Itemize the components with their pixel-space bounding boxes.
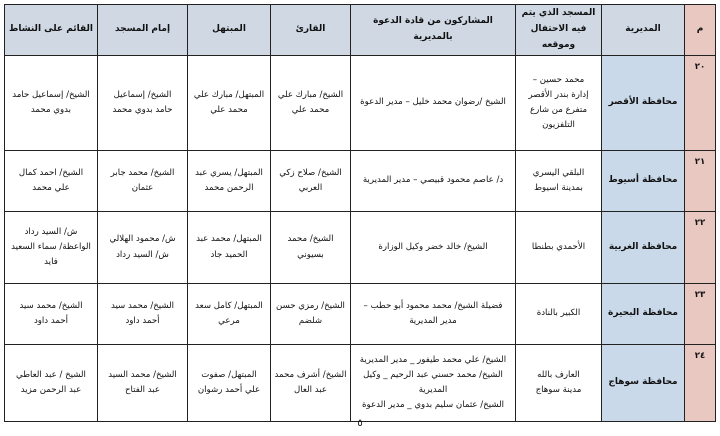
directorate-cell: محافظة سوهاج bbox=[602, 345, 685, 422]
row-number: ٢٢ bbox=[685, 212, 716, 284]
reciter-cell bbox=[271, 284, 351, 345]
mosque-cell bbox=[516, 56, 602, 151]
cell-line: عثمان bbox=[131, 183, 154, 193]
organizer-cell bbox=[5, 151, 98, 212]
reciter-cell bbox=[271, 56, 351, 151]
cell-line: الشيخ/ محمد السيد bbox=[108, 369, 177, 380]
directorate-cell: محافظة البحيرة bbox=[602, 284, 685, 345]
cell-line: الشيخ/ إسماعيل حامد bbox=[12, 89, 90, 100]
cell-line: مدينة سوهاج bbox=[535, 385, 582, 395]
supplicant-cell bbox=[188, 212, 271, 284]
header-imam: إمام المسجد bbox=[98, 5, 188, 56]
mosque-cell bbox=[516, 345, 602, 422]
cell-line: الشيخ/ محمد جابر bbox=[110, 167, 175, 178]
cell-line: عبد الفتاح bbox=[124, 385, 161, 395]
participants-cell bbox=[351, 212, 516, 284]
table-row bbox=[5, 345, 716, 422]
cell-line: العارف بالله bbox=[537, 369, 580, 380]
cell-line: الشيخ/ مبارك علي bbox=[277, 89, 344, 100]
header-organizer: القائم على النشاط bbox=[5, 5, 98, 56]
cell-line: علي أحمد رشوان bbox=[197, 385, 261, 395]
activities-table bbox=[4, 4, 716, 422]
table-row bbox=[5, 212, 716, 284]
cell-line: المبتهل/ محمد عبد bbox=[196, 234, 262, 245]
cell-line: عبد الرحمن مزيد bbox=[20, 385, 82, 395]
participants-cell bbox=[351, 284, 516, 345]
cell-line: المبتهل/ مبارك علي bbox=[193, 89, 265, 100]
cell-line: بمدينة اسيوط bbox=[534, 183, 583, 193]
cell-line: ش/ السيد رداد bbox=[24, 226, 78, 237]
reciter-cell bbox=[271, 151, 351, 212]
cell-line: د/ عاصم محمود قبيصي – مدير المديرية bbox=[362, 175, 504, 186]
table-row bbox=[5, 56, 716, 151]
cell-line: محمد علي bbox=[291, 105, 330, 115]
cell-line: الشيخ/ رمزي حسن bbox=[276, 300, 345, 311]
organizer-cell bbox=[5, 284, 98, 345]
row-number: ٢٣ bbox=[685, 284, 716, 345]
cell-line: علي محمد bbox=[32, 183, 70, 193]
cell-line: الشيخ/ محمد حسني عبد الرحيم _ وكيل المديرية bbox=[363, 369, 503, 395]
cell-line: الشيخ /رضوان محمد خليل – مدير الدعوة bbox=[360, 97, 506, 108]
imam-cell bbox=[98, 284, 188, 345]
cell-line: الشيخ/ خالد خضر وكيل الوزارة bbox=[378, 241, 488, 252]
directorate-cell: محافظة الغربية bbox=[602, 212, 685, 284]
cell-line: متفرع من شارع bbox=[529, 105, 588, 115]
cell-line: العربي bbox=[298, 183, 323, 193]
cell-line: إدارة بندر الأقصر bbox=[528, 89, 589, 100]
cell-line: الشيخ/ أشرف محمد bbox=[274, 369, 347, 380]
supplicant-cell bbox=[188, 151, 271, 212]
header-directorate: المديرية bbox=[602, 5, 685, 56]
cell-line: فايد bbox=[44, 257, 58, 268]
cell-line: فضيلة الشيخ/ محمد محمود أبو حطب – bbox=[363, 300, 503, 311]
participants-cell bbox=[351, 345, 516, 422]
imam-cell bbox=[98, 56, 188, 151]
mosque-cell bbox=[516, 212, 602, 284]
cell-line: الشيخ/ محمد سيد bbox=[19, 300, 83, 311]
row-number: ٢٤ bbox=[685, 345, 716, 422]
cell-line: الشيخ/ محمد سيد bbox=[110, 300, 175, 311]
cell-line: الأحمدي بطنطا bbox=[531, 241, 586, 252]
cell-line: الشيخ/ علي محمد طيفور _ مدير المديرية bbox=[359, 354, 507, 365]
header-supplicant: المبتهل bbox=[188, 5, 271, 56]
cell-line: حامد بدوي محمد bbox=[112, 105, 173, 115]
cell-line: التلفزيون bbox=[542, 120, 575, 131]
cell-line: محمد علي bbox=[210, 105, 248, 115]
cell-line: البلقي اليسري bbox=[532, 167, 585, 178]
header-row bbox=[5, 5, 716, 56]
cell-line: الرحمن محمد bbox=[204, 183, 254, 193]
mosque-cell bbox=[516, 151, 602, 212]
cell-line: عبد العال bbox=[294, 385, 327, 395]
header-mosque: المسجد الذي يتم فيه الاحتفال وموقعه bbox=[516, 5, 602, 56]
directorate-cell: محافظة أسيوط bbox=[602, 151, 685, 212]
supplicant-cell bbox=[188, 345, 271, 422]
table-row bbox=[5, 151, 716, 212]
imam-cell bbox=[98, 345, 188, 422]
cell-line: الواعظة/ سماء السعيد bbox=[11, 241, 91, 252]
supplicant-cell bbox=[188, 284, 271, 345]
cell-line: المبتهل/ كامل سعد bbox=[195, 300, 263, 311]
organizer-cell bbox=[5, 212, 98, 284]
cell-line: الشيخ/ احمد كمال bbox=[18, 167, 84, 178]
organizer-cell bbox=[5, 56, 98, 151]
cell-line: المبتهل/ يسري عبد bbox=[195, 167, 263, 178]
cell-line: شلضم bbox=[298, 316, 323, 326]
cell-line: الشيخ / عبد العاطي bbox=[16, 369, 86, 380]
header-participants: المشاركون من قادة الدعوة بالمديرية bbox=[351, 5, 516, 56]
cell-line: المبتهل/ صفوت bbox=[201, 369, 257, 380]
row-number: ٢٠ bbox=[685, 56, 716, 151]
page-number: ٥ bbox=[357, 418, 363, 429]
cell-line: مدير المديرية bbox=[409, 316, 457, 326]
cell-line: الحميد جاد bbox=[210, 249, 248, 260]
imam-cell bbox=[98, 151, 188, 212]
row-number: ٢١ bbox=[685, 151, 716, 212]
cell-line: ش/ محمود الهلالي bbox=[109, 234, 176, 245]
header-number: م bbox=[685, 5, 716, 56]
mosque-cell bbox=[516, 284, 602, 345]
cell-line: بسيوني bbox=[297, 249, 324, 260]
cell-line: بدوي محمد bbox=[30, 105, 72, 115]
cell-line: الشيخ/ إسماعيل bbox=[113, 89, 172, 100]
organizer-cell bbox=[5, 345, 98, 422]
header-reciter: القارئ bbox=[271, 5, 351, 56]
supplicant-cell bbox=[188, 56, 271, 151]
participants-cell bbox=[351, 56, 516, 151]
reciter-cell bbox=[271, 212, 351, 284]
directorate-cell: محافظة الأقصر bbox=[602, 56, 685, 151]
cell-line: الشيخ/ محمد bbox=[287, 234, 334, 245]
cell-line: أحمد داود bbox=[33, 316, 69, 326]
cell-line: محمد حسين – bbox=[532, 74, 585, 85]
cell-line: الشيخ/ عثمان سليم بدوي _ مدير الدعوة bbox=[362, 400, 504, 411]
table-row bbox=[5, 284, 716, 345]
participants-cell bbox=[351, 151, 516, 212]
cell-line: مرعي bbox=[218, 316, 240, 326]
cell-line: الكبير بالنادة bbox=[536, 308, 581, 319]
cell-line: ش/ السيد رداد bbox=[116, 249, 169, 260]
cell-line: الشيخ/ صلاح زكي bbox=[279, 167, 342, 178]
cell-line: أحمد داود bbox=[125, 316, 160, 326]
imam-cell bbox=[98, 212, 188, 284]
reciter-cell bbox=[271, 345, 351, 422]
